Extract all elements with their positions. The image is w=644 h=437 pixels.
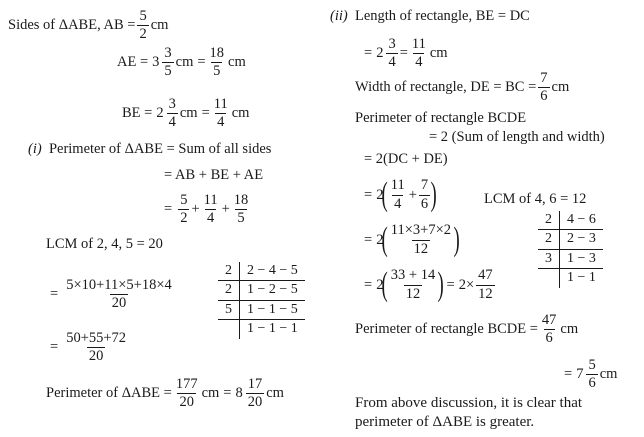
conclusion-line-2: perimeter of ΔABE is greater. — [355, 414, 535, 430]
dc-de-line: = 2(DC + DE) — [364, 151, 448, 167]
lcm-left-text: LCM of 2, 4, 5 = 20 — [46, 236, 163, 252]
lcm-division-table-right: 2 4 − 6 2 2 − 3 3 1 − 3 1 − 1 — [538, 211, 603, 288]
combined-fraction-line: = 2 ( 11×3+7×2 12 ) — [364, 221, 460, 258]
part-i-heading: (i) Perimeter of ΔABE = Sum of all sides — [28, 141, 272, 157]
perimeter-rect-mixed: = 7 5 6 cm — [564, 357, 618, 392]
perimeter-rect-heading: Perimeter of rectangle BCDE — [355, 110, 527, 126]
width-line: Width of rectangle, DE = BC = $\frac{7}{6}$ cm — [355, 70, 570, 105]
sides-label: Sides of ΔABE, AB = — [8, 17, 136, 34]
sum-line: = AB + BE + AE — [164, 167, 264, 183]
sum-fractions-line: = 5 2 + $\frac{11}{4}$ + $\frac{18}{5}$ — [164, 192, 249, 227]
lcm-division-table-left: 2 2 − 4 − 5 2 1 − 2 − 5 5 1 − 1 − 5 1 − 1 − 1 — [218, 262, 305, 339]
be-line: BE = 2 3 4 cm = $\frac{11}{4}$ cm — [122, 96, 250, 131]
step1-line: = 5×10+11×5+18×4 20 — [50, 277, 172, 312]
perimeter-abe-result: Perimeter of ΔABE = $\frac{177}{20}$ cm = 8 17 20 cm — [46, 376, 284, 411]
ab-fraction: $\frac{5}{2}$ — [139, 8, 147, 43]
length-line: = 2 $\frac{3}{4}$ = $\frac{11}{4}$ cm — [364, 36, 448, 71]
perimeter-rect-result: Perimeter of rectangle BCDE = $\frac{47}{6}$ cm — [355, 312, 579, 347]
ae-line: AE = 3 3 5 cm = $\frac{18}{5}$ cm — [117, 45, 246, 80]
conclusion-line-1: From above discussion, it is clear that — [355, 395, 583, 411]
sum-fractions-rect: = 2 ( 11 4 + $\frac{7}{6}$ ) — [364, 176, 437, 213]
part-ii-heading: (ii) Length of rectangle, BE = DC — [330, 8, 530, 24]
perimeter-rect-formula: = 2 (Sum of length and width) — [429, 129, 605, 145]
simplified-fraction-line: = 2 ( 33 + 14 12 ) = 2× $\frac{47}{12}$ — [364, 266, 493, 303]
sides-ab-line: Sides of ΔABE, AB = $\frac{5}{2}$ cm — [8, 8, 169, 43]
lcm-right-text: LCM of 4, 6 = 12 — [484, 191, 587, 207]
step2-line: = 50+55+72 20 — [50, 330, 127, 365]
